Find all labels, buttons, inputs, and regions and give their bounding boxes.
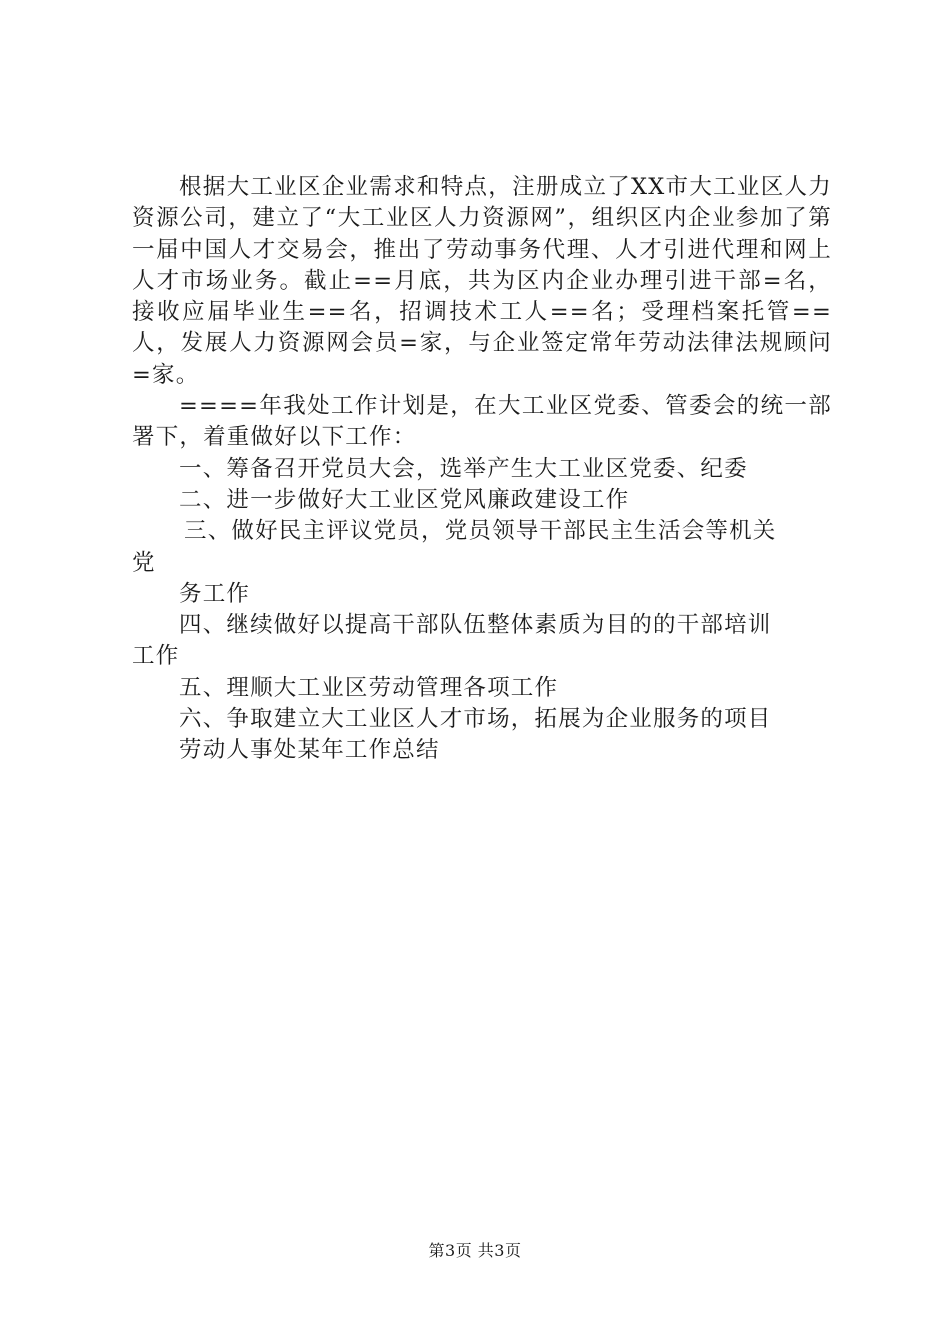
list-item-6: 六、争取建立大工业区人才市场，拓展为企业服务的项目 [179,706,772,733]
page-footer: 第3页 共3页 [428,1241,522,1260]
list-item-3-line-1: 三、做好民主评议党员，党员领导干部民主生活会等机关 [184,518,777,545]
paragraph-hr-services: 根据大工业区企业需求和特点，注册成立了XX市大工业区人力资源公司，建立了“大工业区人力资源网”，组织区内企业参加了第一届中国人才交易会，推出了劳动事务代理、人才引进代理和网上人才市场业务。截止==月底，共为区内企业办理引进干部=名，接收应届毕业生==名，招调技术工人==名；受理档案托管==人，发展人力资源网会员=家，与企业签定常年劳动法律法规顾问=家。 [132,174,832,388]
list-item-4-line-2: 工作 [132,643,180,670]
list-item-4-line-1: 四、继续做好以提高干部队伍整体素质为目的的干部培训 [179,612,772,639]
paragraph-work-plan: ====年我处工作计划是，在大工业区党委、管委会的统一部署下，着重做好以下工作： [132,393,832,451]
list-item-3-line-3: 务工作 [179,580,251,607]
list-item-3-line-2: 党 [132,549,156,576]
list-item-5: 五、理顺大工业区劳动管理各项工作 [179,674,559,701]
closing-title: 劳动人事处某年工作总结 [179,737,440,764]
list-item-2: 二、进一步做好大工业区党风廉政建设工作 [179,486,630,513]
document-body [132,172,832,767]
list-item-1: 一、筹备召开党员大会，选举产生大工业区党委、纪委 [179,455,748,482]
